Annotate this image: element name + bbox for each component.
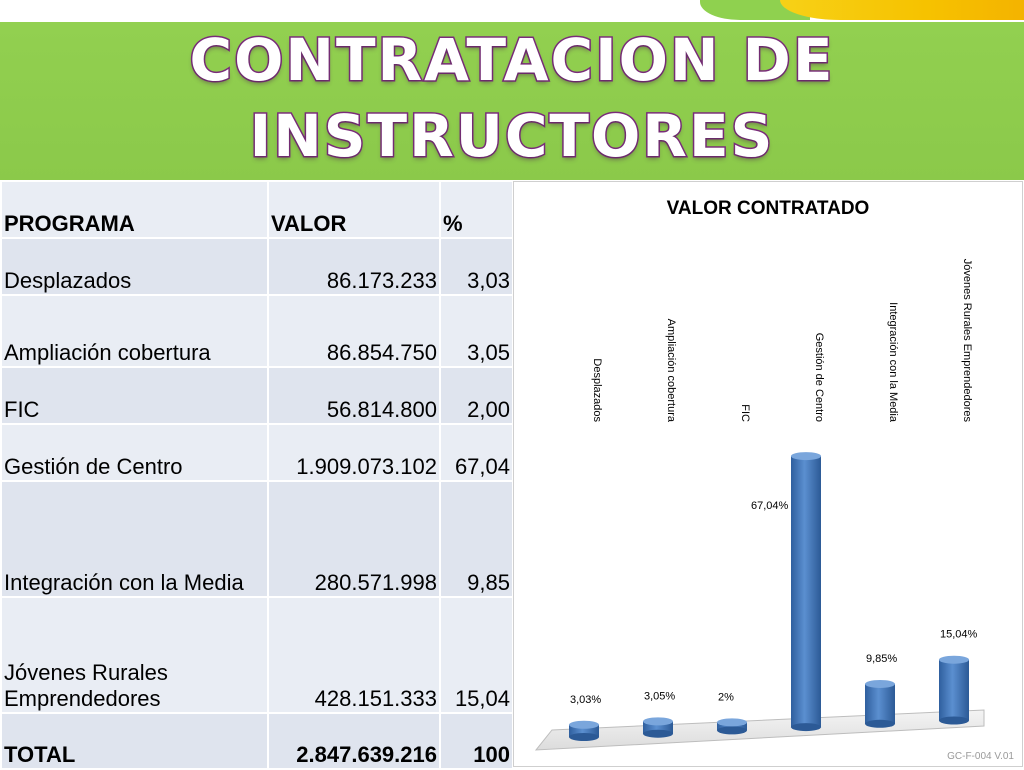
bar-4 xyxy=(791,452,821,731)
table-row xyxy=(1,238,513,295)
row-pct: 9,85 xyxy=(440,481,513,597)
bar-base xyxy=(791,723,821,731)
row-pct: 3,05 xyxy=(440,295,513,367)
bar-body xyxy=(791,456,821,727)
category-label: Integración con la Media xyxy=(887,302,899,422)
chart-floor-plane xyxy=(536,710,984,750)
bar-top xyxy=(865,680,895,688)
data-label: 2% xyxy=(718,691,734,704)
data-label: 9,85% xyxy=(866,652,898,665)
bar-chart xyxy=(514,182,1022,766)
row-valor: 56.814.800 xyxy=(268,367,440,424)
row-pct: 67,04 xyxy=(440,424,513,481)
bar-top xyxy=(939,656,969,664)
row-programa: Desplazados xyxy=(1,238,268,295)
table-total-row xyxy=(1,713,513,769)
bar-2 xyxy=(643,717,673,737)
chart-floor xyxy=(536,710,984,750)
table-row xyxy=(1,597,513,713)
table-row xyxy=(1,481,513,597)
row-valor: 280.571.998 xyxy=(268,481,440,597)
row-programa: Gestión de Centro xyxy=(1,424,268,481)
header-programa: PROGRAMA xyxy=(1,181,268,238)
bar-body xyxy=(939,660,969,721)
row-programa: FIC xyxy=(1,367,268,424)
program-table xyxy=(0,180,514,770)
bar-base xyxy=(717,726,747,734)
row-pct: 15,04 xyxy=(440,597,513,713)
category-label: Desplazados xyxy=(591,358,603,422)
header-valor: VALOR xyxy=(268,181,440,238)
category-label: Ampliación cobertura xyxy=(665,318,677,422)
row-valor: 428.151.333 xyxy=(268,597,440,713)
title-line-1: CONTRATACION DE xyxy=(189,26,835,94)
category-label: FIC xyxy=(739,404,751,422)
row-pct: 3,03 xyxy=(440,238,513,295)
bar-top xyxy=(791,452,821,460)
total-pct: 100 xyxy=(440,713,513,769)
row-pct: 2,00 xyxy=(440,367,513,424)
row-valor: 86.173.233 xyxy=(268,238,440,295)
bar-base xyxy=(939,717,969,725)
row-programa: Integración con la Media xyxy=(1,481,268,597)
bar-base xyxy=(569,733,599,741)
row-programa: Ampliación cobertura xyxy=(1,295,268,367)
data-label: 3,05% xyxy=(644,690,676,703)
bar-5 xyxy=(865,680,895,728)
header-band xyxy=(0,22,1024,180)
data-label: 15,04% xyxy=(940,628,978,641)
table-row xyxy=(1,367,513,424)
bar-top xyxy=(569,721,599,729)
bar-1 xyxy=(569,721,599,741)
data-label: 3,03% xyxy=(570,693,602,706)
chart-title: VALOR CONTRATADO xyxy=(666,198,870,219)
bar-base xyxy=(865,720,895,728)
table-header-row xyxy=(1,181,513,238)
data-label: 67,04% xyxy=(751,500,789,512)
bar-top xyxy=(643,717,673,725)
bar-6 xyxy=(939,656,969,725)
total-valor: 2.847.639.216 xyxy=(268,713,440,769)
row-programa: Jóvenes Rurales Emprendedores xyxy=(1,597,268,713)
bar-top xyxy=(717,718,747,726)
row-valor: 86.854.750 xyxy=(268,295,440,367)
title-line-2: INSTRUCTORES xyxy=(249,102,775,170)
total-label: TOTAL xyxy=(1,713,268,769)
bar-3 xyxy=(717,718,747,734)
bar-base xyxy=(643,730,673,738)
bar-body xyxy=(865,684,895,724)
page-title xyxy=(0,22,1024,174)
top-swoosh xyxy=(780,0,1024,20)
chart-panel xyxy=(513,181,1023,767)
table-row xyxy=(1,424,513,481)
category-label: Gestión de Centro xyxy=(813,332,825,422)
row-valor: 1.909.073.102 xyxy=(268,424,440,481)
header-pct: % xyxy=(440,181,513,238)
footer-code: GC-F-004 V.01 xyxy=(947,751,1014,762)
table-row xyxy=(1,295,513,367)
category-label: Jóvenes Rurales Emprendedores xyxy=(961,258,973,422)
